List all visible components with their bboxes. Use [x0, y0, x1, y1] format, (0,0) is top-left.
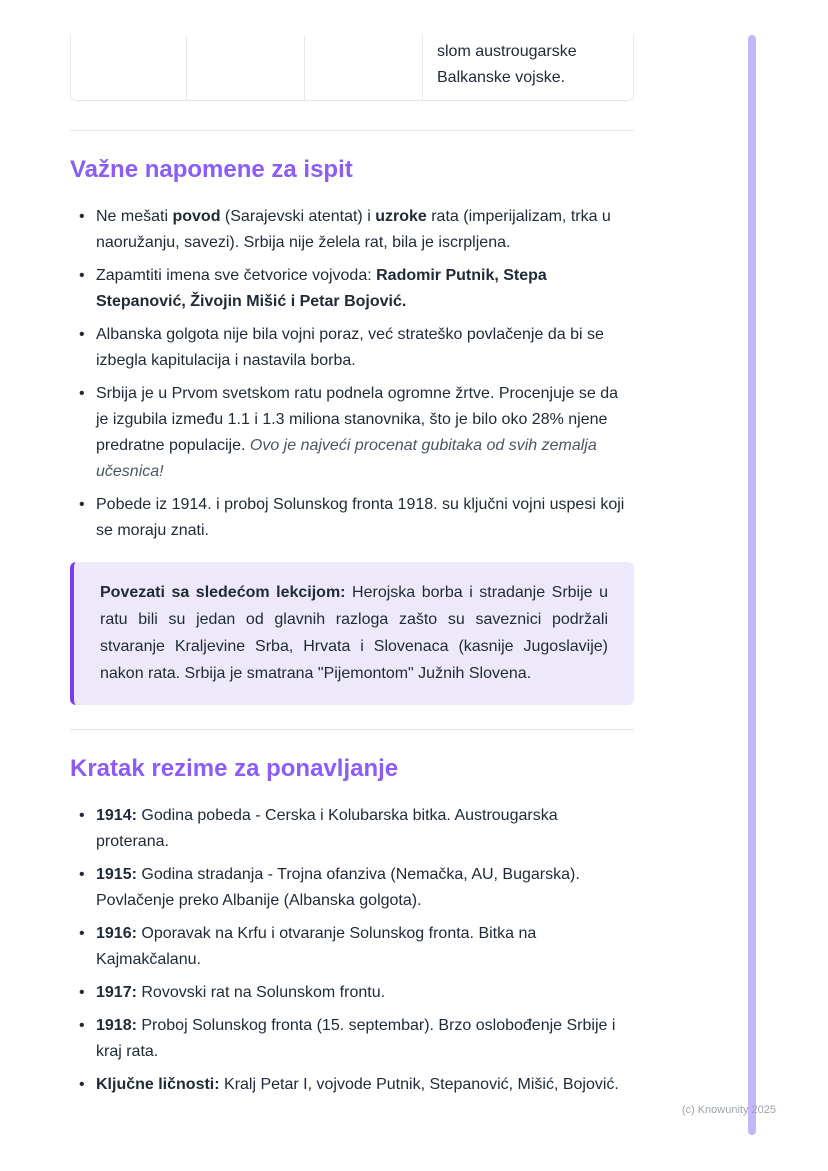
list-item: [70, 921, 634, 973]
text-segment: rata (imperijalizam, trka u naoružanju, savezi). Srbija nije želela rat, bila je iscrpljena.: [96, 208, 611, 251]
list-item: [70, 492, 634, 544]
text-segment: 1917:: [96, 984, 137, 1001]
text-segment: 1916:: [96, 925, 137, 942]
table-cell: slom austrougarske Balkanske vojske.: [437, 43, 577, 86]
section-title-summary: Kratak rezime za ponavljanje: [70, 755, 399, 782]
list-item: [70, 862, 634, 914]
text-segment: 1914:: [96, 807, 137, 824]
text-segment: Herojska borba i stradanje Srbije u ratu bili su jedan od glavnih razloga zašto su saveznici podržali stvaranje Kraljevine Srba, Hrvata i Slovenaca (kasnije Jugoslavije) nakon rata. Srbija je smatrana "Pijemontom" Južnih Slovena.: [100, 584, 609, 682]
summary-bullet-list: [70, 803, 634, 1098]
text-segment: Godina stradanja - Trojna ofanziva (Nemačka, AU, Bugarska). Povlačenje preko Albanije (Albanska golgota).: [96, 866, 580, 909]
text-segment: (Sarajevski atentat) i: [220, 208, 376, 225]
text-segment: Proboj Solunskog fronta (15. septembar). Brzo oslobođenje Srbije i kraj rata.: [96, 1017, 616, 1060]
text-segment: Ovo je najveći procenat gubitaka od svih zemalja učesnica!: [96, 437, 597, 480]
text-segment: 1915:: [96, 866, 137, 883]
section-title-notes: Važne napomene za ispit: [70, 156, 353, 183]
text-segment: Albanska golgota nije bila vojni poraz, već strateško povlačenje da bi se izbegla kapitulacija i nastavila borba.: [96, 326, 604, 369]
document-content: [70, 0, 634, 1105]
list-item: [70, 1072, 634, 1098]
text-segment: Oporavak na Krfu i otvaranje Solunskog fronta. Bitka na Kajmakčalanu.: [96, 925, 537, 968]
callout-text: [100, 579, 608, 687]
scrollbar-thumb[interactable]: [748, 35, 756, 1135]
list-item: [70, 322, 634, 374]
text-segment: povod: [172, 208, 221, 225]
text-segment: Pobede iz 1914. i proboj Solunskog fronta 1918. su ključni vojni uspesi koji se moraju znati.: [96, 496, 625, 539]
list-item: [70, 263, 634, 315]
table-cell: [187, 35, 305, 100]
text-segment: uzroke: [375, 208, 427, 225]
text-segment: Povezati sa sledećom lekcijom:: [100, 584, 346, 601]
text-segment: Rovovski rat na Solunskom frontu.: [136, 984, 386, 1001]
section-divider: [70, 130, 634, 131]
text-segment: Zapamtiti imena sve četvorice vojvoda:: [96, 267, 377, 284]
table-cell: [71, 35, 187, 100]
footer-copyright: (c) Knowunity 2025: [681, 1104, 776, 1116]
notes-bullet-list: [70, 204, 634, 544]
text-segment: 1918:: [96, 1017, 137, 1034]
text-segment: Kralj Petar I, vojvode Putnik, Stepanović, Mišić, Bojović.: [219, 1076, 619, 1093]
table-cell: [305, 35, 423, 100]
list-item: [70, 980, 634, 1006]
text-segment: Godina pobeda - Cerska i Kolubarska bitka. Austrougarska proterana.: [96, 807, 558, 850]
list-item: [70, 1013, 634, 1065]
text-segment: Srbija je u Prvom svetskom ratu podnela ogromne žrtve. Procenjuje se da je izgubila između 1.1 i 1.3 miliona stanovnika, što je bilo oko 28% njene predratne populacije.: [96, 385, 619, 454]
section-divider: [70, 729, 634, 730]
callout-box: [70, 562, 634, 705]
list-item: [70, 204, 634, 256]
list-item: [70, 803, 634, 855]
table-fragment: [70, 35, 634, 101]
list-item: [70, 381, 634, 485]
text-segment: Ključne ličnosti:: [96, 1076, 220, 1093]
text-segment: Ne mešati: [96, 208, 173, 225]
text-segment: Radomir Putnik, Stepa Stepanović, Živojin Mišić i Petar Bojović.: [96, 267, 547, 310]
